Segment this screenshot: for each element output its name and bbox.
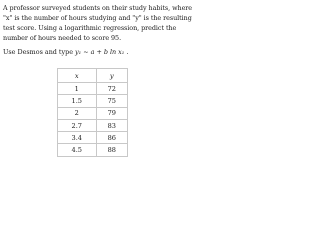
table-row xyxy=(58,83,128,95)
cell-x: 2.7 xyxy=(58,119,97,131)
cell-x: 4.5 xyxy=(58,144,97,156)
cell-x: 2 xyxy=(58,107,97,119)
table-row xyxy=(58,132,128,144)
cell-y: 72 xyxy=(96,83,127,95)
table-row xyxy=(58,144,128,156)
cell-x: 1.5 xyxy=(58,95,97,107)
column-header-x: x xyxy=(58,69,97,83)
cell-y: 83 xyxy=(96,119,127,131)
problem-statement: A professor surveyed students on their study habits, where "x" is the number of hours studying and "y" is the resulting test score. Using a logarithmic regression, predict the number of hours needed to score 95. xyxy=(3,4,193,42)
cell-y: 75 xyxy=(96,95,127,107)
table-row xyxy=(58,95,128,107)
data-table-container xyxy=(57,68,128,157)
instruction-prefix: Use Desmos and type xyxy=(3,48,73,56)
cell-y: 79 xyxy=(96,107,127,119)
instruction-line xyxy=(3,47,128,57)
table-row xyxy=(58,107,128,119)
regression-formula: y₁ ~ a + b ln x₁ xyxy=(75,48,125,56)
table-row xyxy=(58,119,128,131)
table-header-row xyxy=(58,69,128,83)
cell-x: 3.4 xyxy=(58,132,97,144)
cell-x: 1 xyxy=(58,83,97,95)
column-header-y: y xyxy=(96,69,127,83)
instruction-suffix: . xyxy=(126,48,129,56)
cell-y: 88 xyxy=(96,144,127,156)
data-table xyxy=(57,68,128,157)
cell-y: 86 xyxy=(96,132,127,144)
